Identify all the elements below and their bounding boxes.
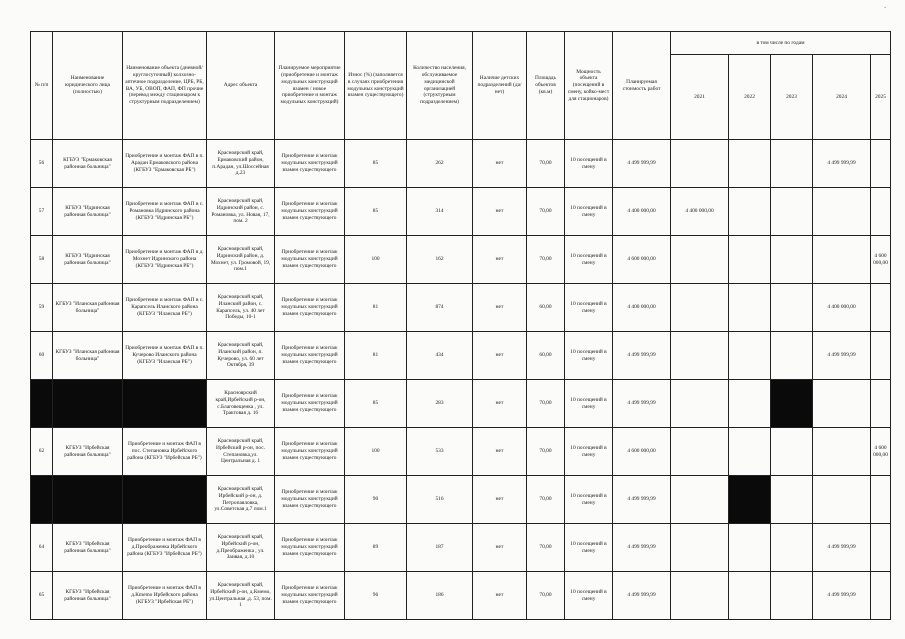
cell-planned: Приобретение и монтаж модульных конструкций взамен существующего [275, 476, 345, 524]
cell-wear: 100 [345, 428, 407, 476]
cell-capacity: 10 посещений в смену [565, 572, 613, 620]
cell-2023 [771, 188, 813, 236]
cell-cost: 4 499 999,99 [613, 380, 671, 428]
cell-2024 [813, 188, 871, 236]
cell-capacity: 10 посещений в смену [565, 428, 613, 476]
col-header-years-group: в том числе по годам [671, 32, 891, 55]
cell-wear: 81 [345, 284, 407, 332]
cell-address: Красноярский край, Ермаковский район, п.Арадан, ул.Шоссейная д.23 [207, 140, 275, 188]
cell-population: 314 [407, 188, 473, 236]
cell-wear: 85 [345, 380, 407, 428]
col-header-year-2024: 2024 [813, 55, 871, 140]
cell-cost: 4 499 999,99 [613, 140, 671, 188]
cell-num: 62 [31, 428, 53, 476]
cell-2023 [771, 428, 813, 476]
cell-2022 [729, 380, 771, 428]
cell-2023 [771, 284, 813, 332]
cell-area: 70,00 [527, 188, 565, 236]
cell-2021 [671, 140, 729, 188]
cell-address: Красноярский край,Ирбейский р-он, с.Благовещенка , ул. Трактовая д. 16 [207, 380, 275, 428]
cell-num: 65 [31, 572, 53, 620]
cell-capacity: 10 посещений в смену [565, 476, 613, 524]
col-header-year-2021: 2021 [671, 55, 729, 140]
cell-num: 57 [31, 188, 53, 236]
cell-capacity: 10 посещений в смену [565, 188, 613, 236]
cell-org: КГБУЗ "Идринская районная больница" [53, 236, 123, 284]
col-header-address: Адрес объекта [207, 32, 275, 140]
table-row [31, 332, 891, 380]
cell-num [31, 476, 53, 524]
cell-area: 70,00 [527, 524, 565, 572]
col-header-planned: Планируемое мероприятие (приобретение и монтаж модульных конструкций взамен / новое приобретение и монтаж модульных конструкций) [275, 32, 345, 140]
table-body [31, 140, 891, 620]
cell-area: 70,00 [527, 476, 565, 524]
cell-children: нет [473, 284, 527, 332]
cell-2024: 4 499 999,99 [813, 572, 871, 620]
cell-children: нет [473, 236, 527, 284]
cell-area: 70,00 [527, 140, 565, 188]
table-row [31, 572, 891, 620]
cell-2025 [871, 380, 891, 428]
cell-address: Красноярский край, Иланский район, п. Кучерово, ул. 60 лет Октября, 39 [207, 332, 275, 380]
cell-address: Красноярский край, Ирбейский р-он, д.Кмемо, ул.Центральная ,д. 53, пом. 1 [207, 572, 275, 620]
cell-2024: 4 400 000,00 [813, 284, 871, 332]
cell-population: 874 [407, 284, 473, 332]
cell-2022 [729, 332, 771, 380]
cell-area: 60,00 [527, 332, 565, 380]
cell-org: КГБУЗ "Иланская районная больница" [53, 332, 123, 380]
cell-2021 [671, 428, 729, 476]
cell-num: 64 [31, 524, 53, 572]
cell-wear: 96 [345, 572, 407, 620]
cell-2023 [771, 572, 813, 620]
cell-org [53, 476, 123, 524]
cell-population: 516 [407, 476, 473, 524]
cell-children: нет [473, 188, 527, 236]
cell-2023 [771, 236, 813, 284]
table-row [31, 476, 891, 524]
cell-cost: 4 499 999,99 [613, 476, 671, 524]
cell-object: Приобретение и монтаж ФАП в пос. Степановка Ирбейского района (КГБУЗ "Ирбейская РБ") [123, 428, 207, 476]
cell-object: Приобретение и монтаж ФАП в д. Мохнет Идринского района (КГБУЗ "Идринская РБ") [123, 236, 207, 284]
cell-area: 70,00 [527, 236, 565, 284]
cell-2024: 4 499 999,99 [813, 332, 871, 380]
cell-2022 [729, 476, 771, 524]
cell-2021 [671, 236, 729, 284]
cell-2022 [729, 524, 771, 572]
cell-num: 60 [31, 332, 53, 380]
col-header-children: Наличие детских подразделений (да/нет) [473, 32, 527, 140]
cell-planned: Приобретение и монтаж модульных конструкций взамен существующего [275, 524, 345, 572]
cell-cost: 4 499 999,99 [613, 572, 671, 620]
cell-cost: 4 499 999,99 [613, 524, 671, 572]
cell-address: Красноярский край, Идринский район, с. Романовка, ул. Новая, 17, пом. 2 [207, 188, 275, 236]
cell-2025 [871, 188, 891, 236]
cell-planned: Приобретение и монтаж модульных конструкций взамен существующего [275, 428, 345, 476]
cell-num: 59 [31, 284, 53, 332]
cell-capacity: 10 посещений в смену [565, 236, 613, 284]
cell-2021 [671, 572, 729, 620]
col-header-population: Количество населения, обслуживаемое медицинской организацией (структурным подразделением) [407, 32, 473, 140]
cell-org: КГБУЗ "Иланская районная больница" [53, 284, 123, 332]
corner-tick-mark: · [884, 4, 887, 12]
cell-object: Приобретение и монтаж ФАП в с. Романовка Идринского района (КГБУЗ "Идринская РБ") [123, 188, 207, 236]
cell-2023 [771, 380, 813, 428]
cell-wear: 89 [345, 524, 407, 572]
cell-num [31, 380, 53, 428]
cell-org: КГБУЗ "Идринская районная больница" [53, 188, 123, 236]
cell-population: 533 [407, 428, 473, 476]
cell-2021 [671, 476, 729, 524]
col-header-num: № п/п [31, 32, 53, 140]
cell-wear: 90 [345, 476, 407, 524]
cell-address: Красноярский край, Ирбейский р-он, пос. Степановка,ул. Центральная д. 1 [207, 428, 275, 476]
cell-address: Красноярский край, Иланский район, с. Карапсель, ул. 40 лет Победы, 10-1 [207, 284, 275, 332]
cell-children: нет [473, 380, 527, 428]
cell-2025 [871, 572, 891, 620]
table-row [31, 140, 891, 188]
cell-capacity: 10 посещений в смену [565, 140, 613, 188]
cell-object: Приобретение и монтаж ФАП в п. Арадан Ермаковского района (КГБУЗ "Ермаковская РБ") [123, 140, 207, 188]
cell-population: 434 [407, 332, 473, 380]
cell-2022 [729, 188, 771, 236]
cell-object: Приобретение и монтаж ФАП в с. Карапсель Иланского района (КГБУЗ "Иланская РБ") [123, 284, 207, 332]
cell-org: КГБУЗ "Ирбейская районная больница" [53, 428, 123, 476]
cell-population: 283 [407, 380, 473, 428]
cell-2025: 4 600 000,00 [871, 428, 891, 476]
cell-object: Приобретение и монтаж ФАП в п. Кучерово Иланского района (КГБУЗ "Иланская РБ") [123, 332, 207, 380]
cell-2025 [871, 140, 891, 188]
cell-num: 56 [31, 140, 53, 188]
cell-planned: Приобретение и монтаж модульных конструкций взамен существующего [275, 380, 345, 428]
cell-org: КГБУЗ "Ирбейская районная больница" [53, 572, 123, 620]
cell-population: 162 [407, 236, 473, 284]
cell-org: КГБУЗ "Ирбейская районная больница" [53, 524, 123, 572]
cell-cost: 4 600 000,00 [613, 236, 671, 284]
cell-2024 [813, 476, 871, 524]
cell-2022 [729, 572, 771, 620]
cell-cost: 4 499 999,99 [613, 332, 671, 380]
cell-2024: 4 499 999,99 [813, 524, 871, 572]
cell-2022 [729, 428, 771, 476]
cell-num: 58 [31, 236, 53, 284]
cell-object: Приобретение и монтаж ФАП в д.Кmemo Ирбейского района (КГБУЗ "Ирбейская РБ") [123, 572, 207, 620]
cell-2025 [871, 476, 891, 524]
cell-area: 70,00 [527, 380, 565, 428]
col-header-year-2025: 2025 [871, 55, 891, 140]
cell-children: нет [473, 428, 527, 476]
cell-planned: Приобретение и монтаж модульных конструкций взамен существующего [275, 140, 345, 188]
cell-2025 [871, 332, 891, 380]
col-header-year-2023: 2023 [771, 55, 813, 140]
cell-2023 [771, 332, 813, 380]
col-header-org: Наименование юридического лица (полностью) [53, 32, 123, 140]
cell-capacity: 10 посещений в смену [565, 332, 613, 380]
cell-2025: 4 600 000,00 [871, 236, 891, 284]
cell-2021 [671, 524, 729, 572]
capital-works-table [30, 31, 891, 620]
cell-2022 [729, 236, 771, 284]
cell-address: Красноярский край, Ирбейский р-он, д.Преображенка , ул. Заивая, д.10 [207, 524, 275, 572]
cell-capacity: 10 посещений в смену [565, 524, 613, 572]
cell-wear: 85 [345, 140, 407, 188]
table-row [31, 188, 891, 236]
cell-planned: Приобретение и монтаж модульных конструкций взамен существующего [275, 188, 345, 236]
cell-area: 70,00 [527, 572, 565, 620]
cell-planned: Приобретение и монтаж модульных конструкций взамен существующего [275, 332, 345, 380]
cell-org: КГБУЗ "Ермаковская районная больница" [53, 140, 123, 188]
cell-children: нет [473, 140, 527, 188]
cell-wear: 81 [345, 332, 407, 380]
cell-area: 70,00 [527, 428, 565, 476]
cell-children: нет [473, 572, 527, 620]
cell-2023 [771, 140, 813, 188]
cell-cost: 4 400 000,00 [613, 188, 671, 236]
table-row [31, 284, 891, 332]
cell-planned: Приобретение и монтаж модульных конструкций взамен существующего [275, 572, 345, 620]
cell-2023 [771, 524, 813, 572]
cell-address: Красноярский край, Идринский район, д. Мохнет, ул. Громовой, 19, пом.1 [207, 236, 275, 284]
col-header-object: Наименование объекта (дневной/круглосуточный) колхозно-аптечное подразделение, ЦРБ, РБ, ВА, УБ, ОВОП, ФАП, ФП прочие (перевод между стационаром к структурным подразделением) [123, 32, 207, 140]
cell-object [123, 380, 207, 428]
cell-2024 [813, 428, 871, 476]
cell-population: 186 [407, 572, 473, 620]
table-row [31, 380, 891, 428]
cell-capacity: 10 посещений в смену [565, 284, 613, 332]
cell-2024 [813, 380, 871, 428]
cell-2024 [813, 236, 871, 284]
cell-2021 [671, 284, 729, 332]
col-header-wear: Износ (%) (заполняется в случаях приобретения модульных конструкций взамен существующего) [345, 32, 407, 140]
cell-population: 262 [407, 140, 473, 188]
cell-object [123, 476, 207, 524]
cell-2024: 4 499 999,99 [813, 140, 871, 188]
col-header-year-2022: 2022 [729, 55, 771, 140]
col-header-cost: Планируемая стоимость работ [613, 32, 671, 140]
cell-2021: 4 400 000,00 [671, 188, 729, 236]
cell-wear: 100 [345, 236, 407, 284]
cell-2025 [871, 524, 891, 572]
table-row [31, 524, 891, 572]
col-header-capacity: Мощность объекта (посещений в смену, койко-мест для стационаров) [565, 32, 613, 140]
cell-area: 60,00 [527, 284, 565, 332]
cell-2022 [729, 140, 771, 188]
cell-planned: Приобретение и монтаж модульных конструкций взамен существующего [275, 236, 345, 284]
cell-org [53, 380, 123, 428]
cell-cost: 4 400 000,00 [613, 284, 671, 332]
cell-2021 [671, 332, 729, 380]
cell-capacity: 10 посещений в смену [565, 380, 613, 428]
cell-children: нет [473, 524, 527, 572]
cell-children: нет [473, 332, 527, 380]
cell-2021 [671, 380, 729, 428]
cell-2022 [729, 284, 771, 332]
table-row [31, 236, 891, 284]
cell-2023 [771, 476, 813, 524]
cell-address: Красноярский край, Ирбейский р-он, д. Петропавловка, ул.Советская д.7 пом.1 [207, 476, 275, 524]
cell-object: Приобретение и монтаж ФАП в д.Преображенка Ирбейского района (КГБУЗ "Ирбейская РБ") [123, 524, 207, 572]
cell-wear: 85 [345, 188, 407, 236]
cell-population: 187 [407, 524, 473, 572]
cell-children: нет [473, 476, 527, 524]
cell-2025 [871, 284, 891, 332]
cell-cost: 4 600 000,00 [613, 428, 671, 476]
table-row [31, 428, 891, 476]
cell-planned: Приобретение и монтаж модульных конструкций взамен существующего [275, 284, 345, 332]
col-header-area: Площадь объектов (кв.м) [527, 32, 565, 140]
